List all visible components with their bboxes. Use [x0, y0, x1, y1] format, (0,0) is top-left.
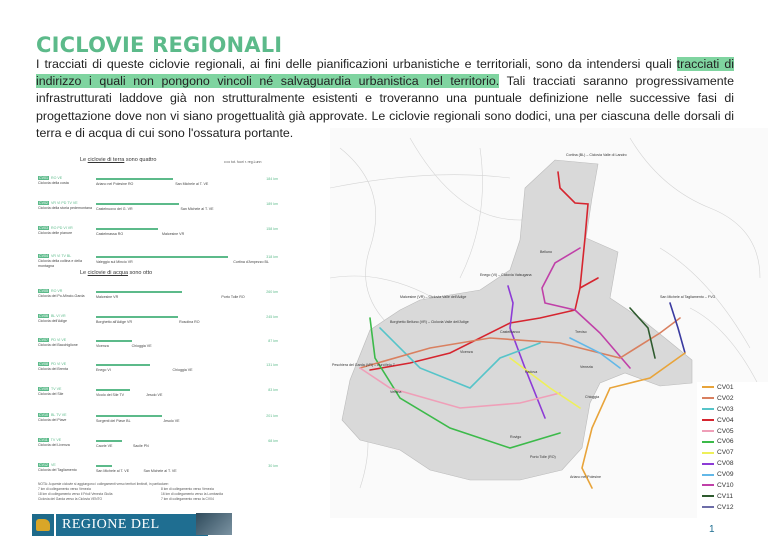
- route-start: Enego VI: [96, 368, 111, 372]
- legend-label: CV04: [717, 416, 734, 424]
- map-label: San Michele al Tagliamento – FVG: [660, 295, 716, 299]
- route-row: [38, 362, 278, 384]
- notes-heading: NOTA: A queste ciclovie si aggiungono i collegamenti verso territori limitrofi, in particolare:: [38, 482, 169, 486]
- map-label: Belluno: [540, 250, 552, 254]
- route-length-bar: [96, 415, 162, 417]
- route-length-bar: [96, 228, 158, 230]
- legend-item-cv01: [697, 382, 768, 393]
- route-end: Chioggia VE: [131, 344, 152, 348]
- page-title: CICLOVIE REGIONALI: [36, 33, 283, 57]
- legend-label: CV07: [717, 449, 734, 457]
- route-start: San Michele al T. VE: [96, 469, 130, 473]
- map-label: Porto Tolle (RO): [530, 455, 556, 459]
- route-end: Porto Tolle RO: [221, 295, 245, 299]
- route-end: Rosolina RO: [179, 320, 200, 324]
- route-length: 30 km: [268, 464, 278, 468]
- note-item: Ciclovia del Garda verso la Ciclovia VENTO: [38, 497, 103, 501]
- legend-label: CV09: [717, 471, 734, 479]
- note-item: 7 km di collegamento verso Venezia: [38, 487, 91, 491]
- legend-item-cv12: [697, 502, 768, 513]
- route-length-bar: [96, 465, 112, 467]
- route-length: 131 km: [266, 363, 278, 367]
- map-label: Padova: [525, 370, 538, 374]
- route-end: Jesolo VE: [163, 419, 180, 423]
- route-code: CV02 VR VI PD TV VE: [39, 201, 78, 205]
- page-number: 1: [709, 524, 715, 535]
- route-length: 260 km: [266, 290, 278, 294]
- route-code: CV01 RO VE: [39, 176, 63, 180]
- terra-heading: Le ciclovie di terra sono quattro: [80, 157, 157, 163]
- legend-swatch: [702, 397, 714, 399]
- route-row: [38, 226, 278, 248]
- highlighted-text: tracciati di indirizzo i quali non pongono vincoli né salvaguardia urbanistica nel territorio.: [36, 57, 734, 89]
- route-length-bar: [96, 316, 178, 318]
- acqua-heading: Le ciclovie di acqua sono otto: [80, 270, 153, 276]
- map-label: Enego (VI) – Ciclovia Valsugana: [480, 273, 532, 277]
- route-start: Castelmassa RO: [96, 232, 124, 236]
- legend-swatch: [702, 386, 714, 388]
- route-code: CV03 RO PD VI VR: [39, 226, 73, 230]
- map-legend: [697, 382, 768, 519]
- map-label: Rovigo: [510, 435, 522, 439]
- legend-item-cv06: [697, 436, 768, 447]
- route-row: [38, 314, 278, 336]
- legend-swatch: [702, 452, 714, 454]
- notes: [38, 482, 278, 502]
- route-start: Ariano nel Polesine RO: [96, 182, 134, 186]
- route-end: Malcesine VR: [162, 232, 185, 236]
- lion-icon: [32, 514, 54, 536]
- map-label: Treviso: [575, 330, 587, 334]
- legend-label: CV01: [717, 383, 734, 391]
- route-code: CV10 BL TV VE: [39, 413, 67, 417]
- route-end: Cortina d'Ampezzo BL: [233, 260, 269, 264]
- route-end: Sacile PN: [132, 444, 149, 448]
- intro-text: I tracciati di queste ciclovie regionali, ai fini delle pianificazioni urbanistiche e territoriali, sono da intendersi quali: [36, 57, 677, 71]
- route-row: [38, 338, 278, 360]
- legend-swatch: [702, 430, 714, 432]
- legend-label: CV10: [717, 481, 734, 489]
- route-start: Malcesine VR: [96, 295, 119, 299]
- legend-item-cv05: [697, 426, 768, 437]
- route-name: Ciclovia della collina e della montagna: [38, 259, 82, 268]
- map-label: Venezia: [580, 365, 593, 369]
- route-length-bar: [96, 389, 130, 391]
- note-item: 7 km di collegamento verso la CV04: [161, 497, 214, 501]
- route-name: Ciclovia dell'Adige: [38, 319, 68, 323]
- legend-label: CV05: [717, 427, 734, 435]
- legend-label: CV03: [717, 405, 734, 413]
- map-label: Ariano nel Polesine: [570, 475, 601, 479]
- route-name: Ciclovia del Tagliamento: [38, 468, 77, 472]
- route-start: Vicenza: [96, 344, 109, 348]
- map-label: Castelfranco: [500, 330, 521, 334]
- route-length: 318 km: [266, 255, 278, 259]
- route-length: 184 km: [266, 177, 278, 181]
- route-name: Ciclovia del Sile: [38, 392, 64, 396]
- route-length: 83 km: [268, 388, 278, 392]
- intro-text-continued: Tali tracciati saranno progressivamente infrastrutturati laddove già non strutturalmente esistenti e troveranno una puntuale definizione nelle successive fasi di progettazione dove non vi siano progettualità già approvate. Le ciclovie regionali sono dodici, una per ciascuna delle dorsali di terra e di acqua di cui sono l'ossatura portante.: [36, 74, 735, 140]
- route-end: Jesolo VE: [146, 393, 163, 397]
- route-name: Ciclovia del Po-Mincio-Garda: [38, 294, 85, 298]
- legend-swatch: [702, 419, 714, 421]
- route-start: Valeggio sul Mincio VR: [96, 260, 133, 264]
- route-code: CV12 VE: [39, 463, 56, 467]
- route-length-bar: [96, 340, 132, 342]
- route-length: 68 km: [268, 439, 278, 443]
- legend-swatch: [702, 506, 714, 508]
- legend-item-cv08: [697, 458, 768, 469]
- legend-swatch: [702, 474, 714, 476]
- route-length: 189 km: [266, 202, 278, 206]
- route-code: CV06 BL VI VR: [39, 314, 66, 318]
- legend-item-cv02: [697, 393, 768, 404]
- route-code: CV08 PD VI VE: [39, 362, 67, 366]
- map-label: Cortina (BL) – Ciclovia Valle di Landro: [566, 153, 627, 157]
- note-item: 18 km di collegamento verso il Friuli Venezia Giulia: [38, 492, 113, 496]
- route-end: San Michele al T. VE: [180, 207, 214, 211]
- route-end: Chioggia VE: [172, 368, 193, 372]
- route-name: Ciclovia della costa: [38, 181, 69, 185]
- route-name: Ciclovia del Bacchiglione: [38, 343, 78, 347]
- route-length-bar: [96, 256, 228, 258]
- route-end: San Michele al T. VE: [143, 469, 177, 473]
- route-end: San Michele al T. VE: [175, 182, 209, 186]
- route-length: 87 km: [268, 339, 278, 343]
- legend-key: ••••• tot. fuori r. reg.Lunn: [224, 160, 262, 164]
- route-code: CV04 VR VI TV BL: [39, 254, 72, 258]
- route-row: [38, 176, 278, 198]
- route-length-bar: [96, 203, 179, 205]
- legend-swatch: [702, 408, 714, 410]
- route-length-bar: [96, 364, 150, 366]
- legend-item-cv03: [697, 404, 768, 415]
- route-code: CV09 TV VE: [39, 387, 62, 391]
- legend-label: CV08: [717, 460, 734, 468]
- route-code: CV11 TV VE: [39, 438, 62, 442]
- route-start: Sorgenti del Piave BL: [96, 419, 131, 423]
- logo-text: REGIONE DEL VENETO: [56, 514, 208, 536]
- route-row: [38, 201, 278, 223]
- regione-veneto-logo: [32, 512, 212, 554]
- route-name: Ciclovia del Livenza: [38, 443, 70, 447]
- legend-label: CV11: [717, 492, 734, 500]
- route-start: Castelnuovo del G. VR: [96, 207, 133, 211]
- route-length-bar: [96, 291, 182, 293]
- map-label: Borghetto Belluno (VR) – Ciclovia Valle dell'Adige: [390, 320, 469, 324]
- secondary-logo: [196, 513, 232, 535]
- legend-item-cv09: [697, 469, 768, 480]
- note-item: 16 km di collegamento verso la Lombardia: [161, 492, 223, 496]
- legend-item-cv04: [697, 415, 768, 426]
- legend-item-cv11: [697, 491, 768, 502]
- route-code: CV07 PD VI VE: [39, 338, 67, 342]
- map-label: Malcesine (VR) – Ciclovia Valle dell'Adige: [400, 295, 467, 299]
- legend-swatch: [702, 484, 714, 486]
- route-row: [38, 413, 278, 435]
- route-start: Borghetto all'Adige VR: [96, 320, 133, 324]
- map-label: Verona: [390, 390, 402, 394]
- map-label: Peschiera del Garda (VR) – EuroVelo 7: [332, 363, 395, 367]
- route-name: Ciclovia del Brenta: [38, 367, 68, 371]
- map-label: Chioggia: [585, 395, 600, 399]
- legend-item-cv07: [697, 447, 768, 458]
- route-row: [38, 438, 278, 460]
- route-length-bar: [96, 178, 173, 180]
- route-name: Ciclovia delle pianure: [38, 231, 73, 235]
- route-row: [38, 254, 278, 276]
- legend-swatch: [702, 495, 714, 497]
- route-start: Caorle VE: [96, 444, 113, 448]
- legend-swatch: [702, 463, 714, 465]
- route-length-bar: [96, 440, 122, 442]
- legend-label: CV12: [717, 503, 734, 511]
- route-name: Ciclovia della storia pedemontana: [38, 206, 92, 210]
- legend-label: CV06: [717, 438, 734, 446]
- route-start: Vicolo del Sile TV: [96, 393, 125, 397]
- route-code: CV05 RO VR: [39, 289, 63, 293]
- route-length: 158 km: [266, 227, 278, 231]
- map-label: Vicenza: [460, 350, 473, 354]
- route-length: 245 km: [266, 315, 278, 319]
- legend-item-cv10: [697, 480, 768, 491]
- route-length: 201 km: [266, 414, 278, 418]
- route-name: Ciclovia del Piave: [38, 418, 67, 422]
- note-item: 8 km di collegamento verso Venezia: [161, 487, 214, 491]
- route-row: [38, 387, 278, 409]
- route-row: [38, 289, 278, 311]
- legend-swatch: [702, 441, 714, 443]
- legend-label: CV02: [717, 394, 734, 402]
